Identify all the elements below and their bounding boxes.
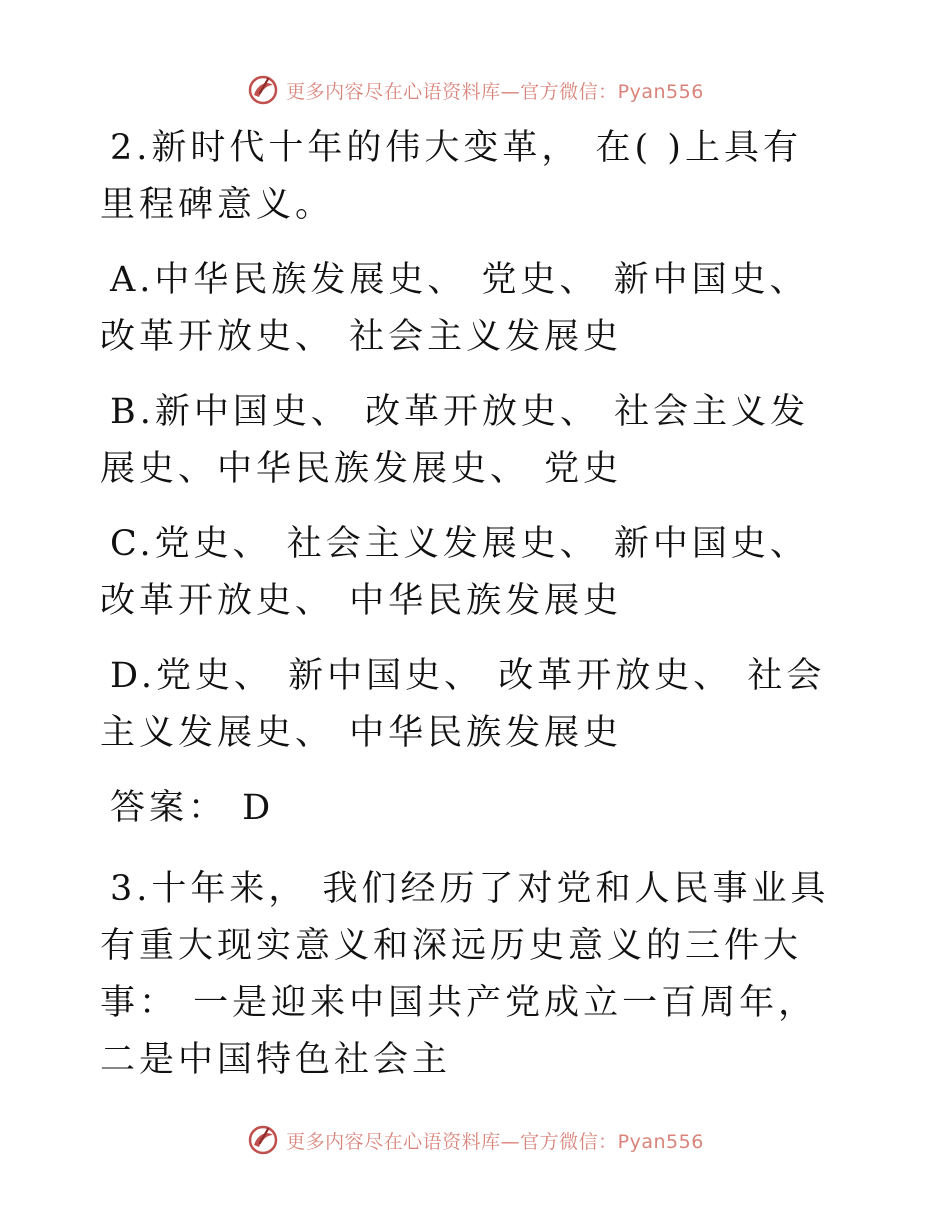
option-d: D.党史、 新中国史、 改革开放史、 社会主义发展史、 中华民族发展史 — [100, 656, 826, 753]
question-3-stem: 3.十年来， 我们经历了对党和人民事业具有重大现实意义和深远历史意义的三件大事： 一是迎来中国共产党成立一百周年， 二是中国特色社会主 — [100, 869, 830, 1080]
header-banner-text: 更多内容尽在心语资料库—官方微信：Pyan556 — [286, 80, 704, 103]
question-2-stem: 2.新时代十年的伟大变革， 在( )上具有里程碑意义。 — [100, 128, 802, 225]
brush-swirl-logo-icon — [246, 1123, 280, 1157]
option-b: B.新中国史、 改革开放史、 社会主义发展史、中华民族发展史、 党史 — [100, 392, 810, 489]
brush-swirl-logo-icon — [246, 73, 280, 107]
footer-banner — [0, 1120, 950, 1160]
header-banner — [0, 70, 950, 110]
footer-banner-text: 更多内容尽在心语资料库—官方微信：Pyan556 — [286, 1130, 704, 1153]
answer-line: 答案： D — [110, 788, 275, 828]
option-a: A.中华民族发展史、 党史、 新中国史、 改革开放史、 社会主义发展史 — [100, 260, 809, 357]
document-body — [100, 120, 840, 1107]
option-c: C.党史、 社会主义发展史、 新中国史、 改革开放史、 中华民族发展史 — [100, 524, 809, 621]
